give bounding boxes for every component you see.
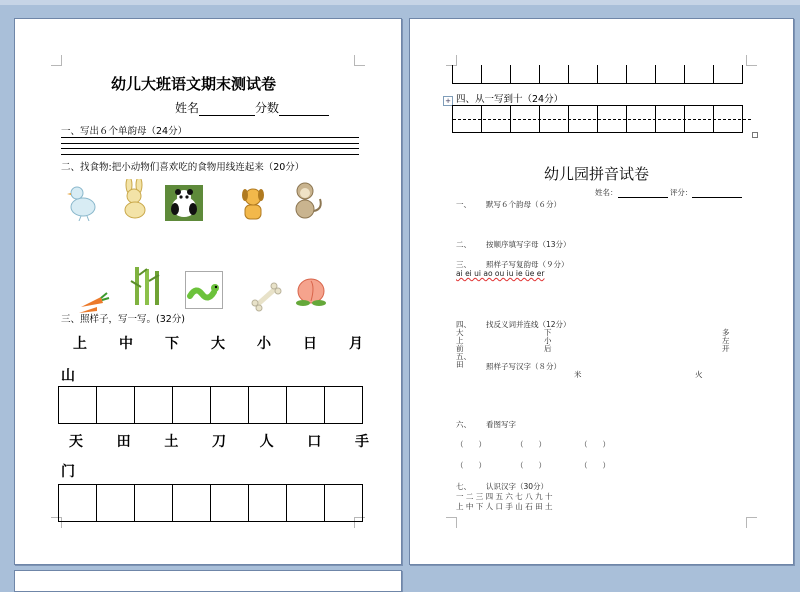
question-4: 四、从一写到十（24分） [456,94,564,105]
char-cell: 天 [69,434,83,450]
antonym-item: 左 [722,336,730,345]
antonym-item: 小 [544,336,552,345]
section-3: 照样子写复韵母（９分） [486,260,569,269]
char-cell: 人 [259,434,274,450]
char-cell: 上 [73,336,87,352]
section-4-num: 四、 [456,320,471,329]
hanzi-line-1: 一 二 三 四 五 六 七 八 九 十 [456,492,553,501]
antonym-item: 大 [456,328,464,337]
dog-image [233,183,273,223]
score-label: 分数 [255,101,280,115]
page-corner-mark [746,517,757,528]
section-3-num: 三、 [456,260,471,269]
char-row-1 [73,333,363,353]
char-cell: 下 [165,336,179,352]
char-cell: 土 [164,434,179,450]
table-resize-handle[interactable] [752,132,758,138]
antonym-item: 下 [544,328,552,337]
writing-grid-1[interactable] [58,386,363,424]
page-corner-mark [354,55,365,66]
section-5: 照样子写汉字（８分） [486,362,561,371]
rabbit-image [115,179,155,219]
chicken-image [63,181,103,221]
question-1: 一、写出６个单韵母（24分） [61,126,188,137]
char-cell: 田 [116,434,131,450]
window-top-bar [0,0,800,5]
example-hanzi: 火 [695,370,703,379]
section-1: 默写６个韵母（６分） [486,200,561,209]
score-blank[interactable] [279,103,329,116]
midline [453,119,751,120]
section-7: 认识汉字（30分） [486,482,549,491]
name-blank[interactable] [618,189,668,198]
antonym-middle-column [544,329,552,353]
antonym-item: 多 [722,328,730,337]
page-title: 幼儿大班语文期末测试卷 [111,75,277,93]
name-score-line [175,99,329,116]
number-grid-top[interactable] [452,65,743,84]
answer-parentheses[interactable]: （ ） [580,440,610,449]
answer-parentheses[interactable]: （ ） [456,440,486,449]
answer-parentheses[interactable]: （ ） [580,461,610,470]
monkey-image [287,179,327,219]
section-1-num: 一、 [456,200,471,209]
name-label: 姓名 [175,101,200,115]
page-title: 幼儿园拼音试卷 [544,165,650,183]
antonym-item: 上 [456,336,464,345]
example-char: 门 [61,464,75,480]
name-blank[interactable] [199,103,255,116]
document-page-1[interactable] [14,18,402,565]
char-cell: 刀 [211,434,226,450]
worm-image [185,271,223,309]
writing-grid-2[interactable] [58,484,363,522]
section-6-num: 六、 [456,420,471,429]
antonym-item: 田 [456,360,464,369]
writing-lines[interactable] [61,137,359,155]
section-2: 按顺序填写字母（13分） [486,240,571,249]
hanzi-line-2: 上 中 下 人 口 手 山 石 田 土 [456,502,553,511]
char-cell: 手 [354,434,369,450]
bamboo-image [127,265,167,305]
panda-image [165,185,203,221]
peach-image [291,269,331,309]
antonym-left-column [456,329,471,369]
page-corner-mark [51,55,62,66]
answer-parentheses[interactable]: （ ） [516,440,546,449]
example-hanzi: 米 [574,370,582,379]
char-cell: 月 [349,336,363,352]
example-char: 山 [61,368,75,384]
char-cell: 大 [211,336,225,352]
page-corner-mark [746,55,757,66]
antonym-item: 五、 [456,352,471,361]
bone-image [247,277,287,317]
answer-parentheses[interactable]: （ ） [516,461,546,470]
name-score-line [595,187,742,198]
section-2-num: 二、 [456,240,471,249]
document-page-3[interactable] [14,570,402,592]
document-page-2[interactable] [409,18,794,565]
section-7-num: 七、 [456,482,471,491]
name-label: 姓名： [595,188,618,197]
char-cell: 口 [307,434,322,450]
finals-examples: ai ei ui ao ou iu ie üe er [456,269,545,278]
section-6: 看图写字 [486,420,516,429]
score-blank[interactable] [692,189,742,198]
char-cell: 小 [257,336,271,352]
char-cell: 中 [119,336,133,352]
char-cell: 日 [303,336,317,352]
score-label: 评分： [669,188,693,197]
question-2: 二、找食物:把小动物们喜欢吃的食物用线连起来（20分） [61,162,305,173]
antonym-right-column [722,329,730,353]
question-3: 三、照样子，写一写。(32分) [61,314,186,325]
page-corner-mark [446,517,457,528]
antonym-item: 前 [456,344,464,353]
antonym-item: 开 [722,344,730,353]
answer-parentheses[interactable]: （ ） [456,461,486,470]
section-4: 找反义词并连线（12分） [486,320,571,329]
table-move-icon[interactable]: + [443,96,453,106]
char-row-2 [69,431,369,451]
antonym-item: 后 [544,344,552,353]
